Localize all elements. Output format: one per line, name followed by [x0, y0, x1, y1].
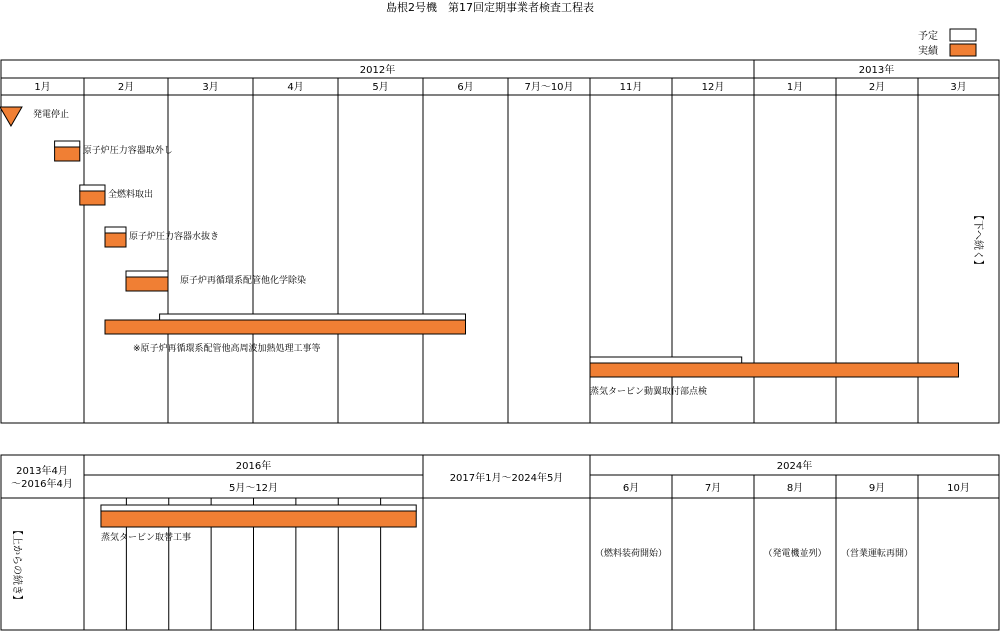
- bottom-month-label: 7月: [704, 483, 722, 494]
- task-label: 原子炉圧力容器水抜き: [129, 232, 220, 242]
- task-label: 全燃料取出: [108, 190, 154, 200]
- top-month-label: 4月: [287, 82, 304, 93]
- top-month-labels: [34, 81, 966, 93]
- bottom-group-label: 2016年: [235, 461, 272, 472]
- legend-actual-label: 実績: [918, 46, 938, 57]
- legend-plan-label: 予定: [918, 31, 938, 42]
- task-label: 原子炉再循環系配管他化学除染: [180, 276, 307, 286]
- actual-bar: [105, 233, 126, 247]
- bottom-left-header: 2013年4月: [16, 466, 68, 477]
- task-label: ※原子炉再循環系配管他高周波加熱処理工事等: [133, 344, 321, 354]
- task-label: 原子炉圧力容器取外し: [82, 146, 173, 156]
- actual-bar: [105, 320, 466, 334]
- actual-bar: [126, 277, 168, 291]
- top-month-label: 12月: [701, 82, 725, 93]
- bottom-continue-note: 【上からの続き】: [11, 525, 22, 605]
- bottom-group-label: 2024年: [776, 461, 813, 472]
- milestone-marker: [0, 107, 22, 126]
- bottom-task-bars: [101, 505, 416, 543]
- bottom-month-label: 8月: [786, 483, 804, 494]
- bottom-left-header: ～2016年4月: [11, 479, 73, 490]
- actual-bar: [80, 191, 105, 205]
- plan-bar: [126, 271, 168, 277]
- task-label: 蒸気タービン動翼取付部点検: [590, 387, 708, 397]
- plan-bar: [80, 185, 105, 191]
- actual-bar: [590, 363, 959, 377]
- event-label: （燃料装荷開始）: [594, 549, 668, 559]
- plan-bar: [160, 314, 466, 320]
- top-month-label: 2月: [868, 82, 886, 93]
- top-month-label: 1月: [34, 82, 51, 93]
- top-task-bars: [0, 107, 958, 397]
- bottom-month-label: 10月: [947, 483, 970, 494]
- top-month-label: 11月: [619, 82, 643, 93]
- actual-bar: [101, 511, 416, 527]
- bottom-group-label: 2017年1月～2024年5月: [449, 473, 564, 484]
- top-month-label: 7月～10月: [524, 82, 574, 93]
- plan-bar: [55, 141, 80, 147]
- legend-actual-swatch: [950, 44, 976, 56]
- task-label: 蒸気タービン取替工事: [100, 533, 191, 543]
- event-label: （営業運転再開）: [840, 549, 914, 559]
- top-month-label: 3月: [950, 82, 967, 93]
- top-month-label: 2月: [117, 82, 135, 93]
- actual-bar: [55, 147, 80, 161]
- milestone-label: 発電停止: [32, 110, 69, 120]
- top-month-label: 5月: [372, 82, 389, 93]
- plan-bar: [590, 357, 742, 363]
- top-year-labels: [360, 63, 894, 76]
- top-continue-note: 【下へ続く】: [972, 210, 983, 270]
- top-month-label: 3月: [202, 82, 219, 93]
- legend-plan-swatch: [950, 29, 976, 41]
- top-month-label: 1月: [786, 82, 804, 93]
- event-label: （発電機並列）: [763, 549, 827, 559]
- plan-bar: [101, 505, 416, 511]
- bottom-group-sub-label: 5月～12月: [228, 483, 279, 494]
- bottom-header-labels: [11, 459, 970, 494]
- bottom-month-label: 9月: [868, 483, 886, 494]
- top-month-label: 6月: [457, 82, 474, 93]
- plan-bar: [105, 227, 126, 233]
- top-year-label: 2013年: [858, 65, 895, 76]
- bottom-month-label: 6月: [622, 483, 640, 494]
- chart-title: 島根2号機 第17回定期事業者検査工程表: [386, 1, 594, 14]
- top-year-label: 2012年: [359, 65, 396, 76]
